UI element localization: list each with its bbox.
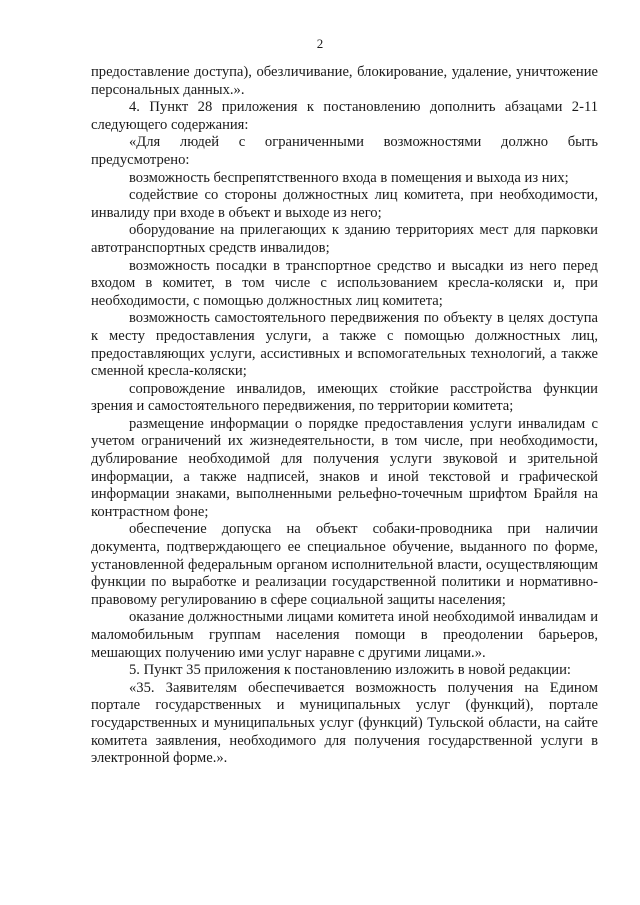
paragraph-list-entry: размещение информации о порядке предоставления услуги инвалидам с учетом ограничений их жизнедеятельности, в том числе, при необходимости, дублирование необходимой для получения услуги звуковой и зрительной информации, а также надписей, знаков и иной текстовой и графической информации знаками, выполненными рельефно-точечным шрифтом Брайля на контрастном фоне;: [91, 415, 598, 520]
document-body: [91, 64, 598, 768]
paragraph-list-entry: возможность беспрепятственного входа в помещения и выхода из них;: [129, 169, 569, 186]
paragraph-item-35-quote: «35. Заявителям обеспечивается возможность получения на Едином портале государственных и муниципальных услуг (функций), портале государственных и муниципальных услуг (функций) Тульской области, на сайте комитета заявления, необходимого для получения государственной услуги в электронной форме.».: [91, 679, 598, 767]
paragraph-list-entry: возможность самостоятельного передвижения по объекту в целях доступа к месту предоставления услуги, а также с помощью должностных лиц, предоставляющих услуги, ассистивных и вспомогательных технологий, а также сменной кресла-коляски;: [91, 310, 598, 380]
paragraph-item-4: 4. Пункт 28 приложения к постановлению дополнить абзацами 2-11 следующего содержания:: [91, 99, 598, 133]
paragraph-list-entry: сопровождение инвалидов, имеющих стойкие расстройства функции зрения и самостоятельного передвижения, по территории комитета;: [91, 380, 598, 415]
paragraph-list-entry: возможность посадки в транспортное средство и высадки из него перед входом в комитет, в том числе с использованием кресла-коляски и, при необходимости, с помощью должностных лиц комитета;: [91, 257, 598, 309]
paragraph-quote-intro: «Для людей с ограниченными возможностями должно быть предусмотрено:: [91, 134, 598, 168]
paragraph-item-5: 5. Пункт 35 приложения к постановлению изложить в новой редакции:: [129, 662, 571, 679]
paragraph-list-entry: обеспечение допуска на объект собаки-проводника при наличии документа, подтверждающего ее специальное обучение, выданного по форме, установленной федеральным органом исполнительной власти, осуществляющим функции по выработке и реализации государственной политики и нормативно-правовому регулированию в сфере социальной защиты населения;: [91, 521, 598, 608]
paragraph-continuation: предоставление доступа), обезличивание, блокирование, удаление, уничтожение персональных данных.».: [91, 64, 598, 98]
paragraph-list-entry: содействие со стороны должностных лиц комитета, при необходимости, инвалиду при входе в объект и выходе из него;: [91, 187, 598, 221]
paragraph-list-entry: оказание должностными лицами комитета иной необходимой инвалидам и маломобильным группам населения помощи в преодолении барьеров, мешающих получению ими услуг наравне с другими лицами.».: [91, 609, 598, 661]
page-number: 2: [316, 36, 324, 51]
paragraph-list-entry: оборудование на прилегающих к зданию территориях мест для парковки автотранспортных средств инвалидов;: [91, 222, 598, 256]
